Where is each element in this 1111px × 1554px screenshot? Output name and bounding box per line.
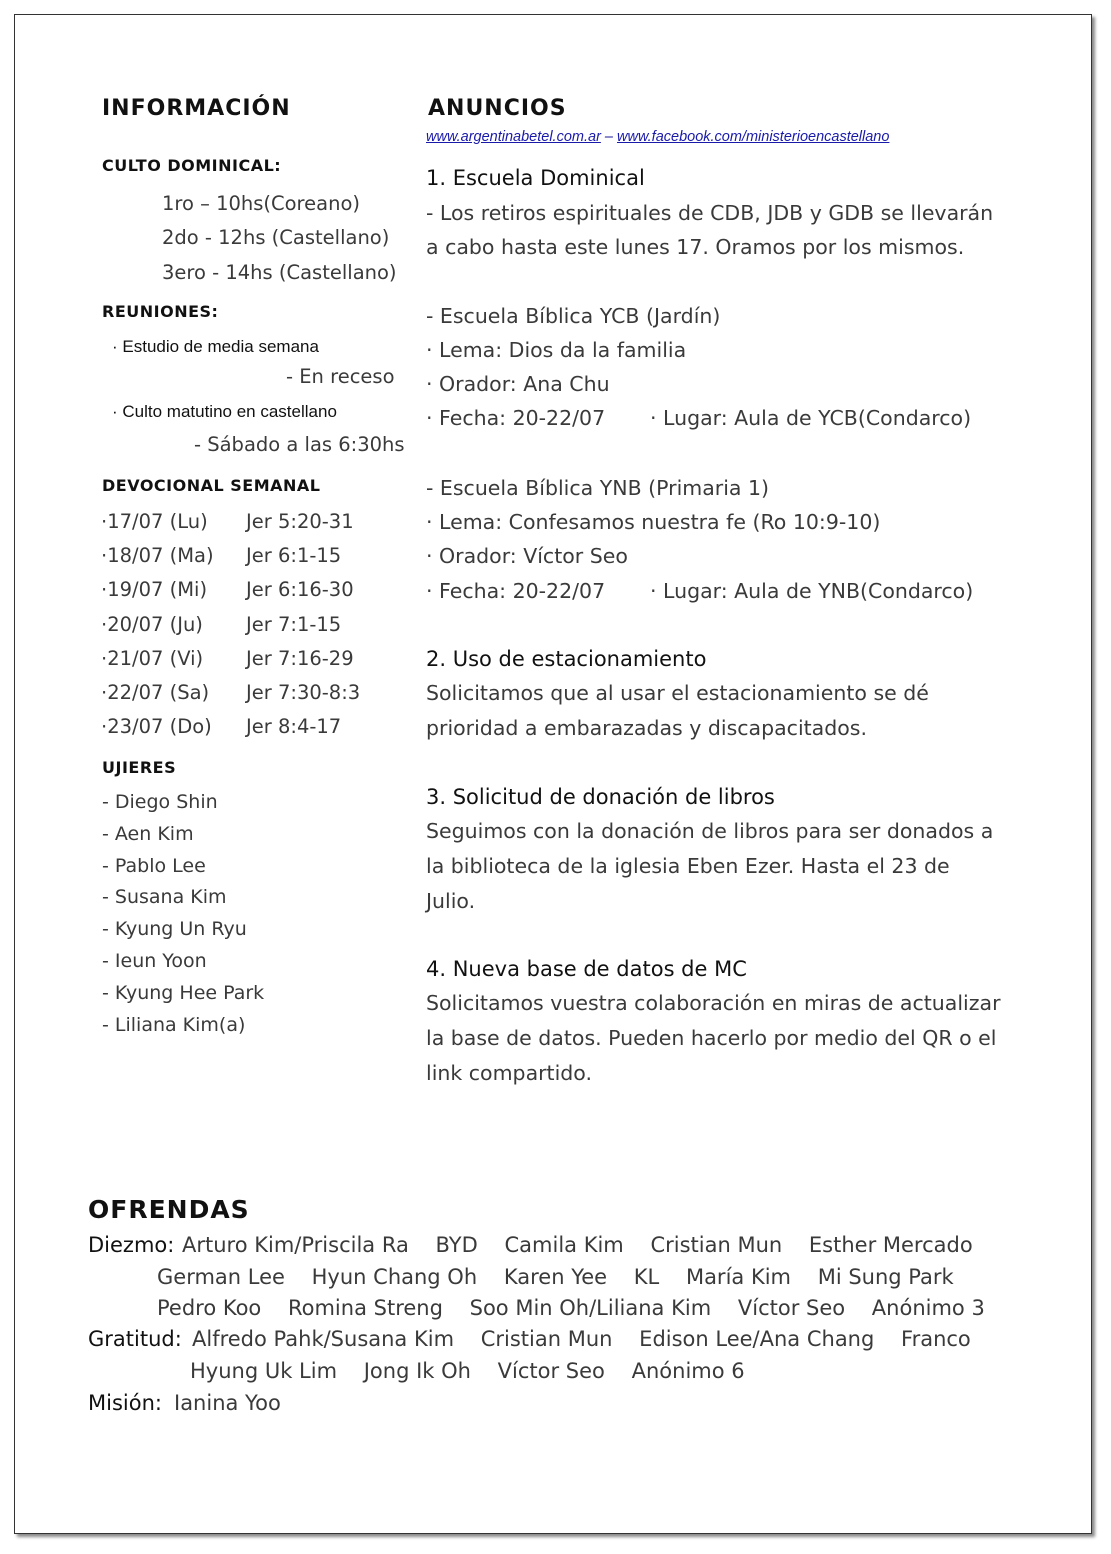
usher-name: - Kyung Hee Park [102, 981, 265, 1004]
offering-names: Ianina Yoo [174, 1391, 281, 1415]
announcement-text: a cabo hasta este lunes 17. Oramos por los mismos. [426, 235, 965, 259]
announcement-heading: 2. Uso de estacionamiento [426, 647, 707, 671]
devocional-reference: Jer 8:4-17 [246, 715, 342, 739]
announcement-location: · Lugar: Aula de YNB(Condarco) [650, 579, 974, 603]
usher-name: - Pablo Lee [102, 854, 206, 877]
website-link[interactable]: www.argentinabetel.com.ar [426, 129, 601, 145]
usher-name: - Diego Shin [102, 791, 218, 813]
announcement-text: la biblioteca de la iglesia Eben Ezer. Hasta el 23 de [426, 854, 950, 878]
reuniones-heading: REUNIONES: [102, 302, 219, 321]
facebook-link[interactable]: www.facebook.com/ministerioencastellano [617, 129, 890, 145]
announcement-heading: 1. Escuela Dominical [426, 166, 645, 190]
reunion-name: · Estudio de media semana [112, 337, 319, 356]
announcement-location: · Lugar: Aula de YCB(Condarco) [650, 406, 972, 430]
devocional-reference: Jer 7:1-15 [246, 612, 342, 636]
announcement-text: Solicitamos que al usar el estacionamiento se dé [426, 681, 929, 705]
reunion-name: · Culto matutino en castellano [112, 402, 337, 421]
announcement-text: link compartido. [426, 1061, 593, 1085]
devocional-reference: Jer 7:16-29 [246, 646, 354, 670]
devocional-date: ·20/07 (Ju) [101, 612, 203, 636]
usher-name: - Liliana Kim(a) [102, 1013, 246, 1036]
announcement-text: · Orador: Ana Chu [426, 372, 610, 396]
offering-names: Arturo Kim/Priscila Ra BYD Camila Kim Cristian Mun Esther Mercado [182, 1233, 973, 1257]
devocional-reference: Jer 5:20-31 [246, 510, 354, 533]
announcement-text: Solicitamos vuestra colaboración en miras de actualizar [426, 991, 1001, 1015]
devocional-date: ·22/07 (Sa) [101, 681, 210, 704]
culto-line: 2do - 12hs (Castellano) [162, 226, 390, 249]
usher-name: - Aen Kim [102, 822, 194, 845]
usher-name: - Susana Kim [102, 886, 227, 909]
offering-names: Alfredo Pahk/Susana Kim Cristian Mun Edison Lee/Ana Chang Franco [192, 1327, 971, 1351]
devocional-date: ·23/07 (Do) [101, 715, 212, 739]
announcement-text: · Lema: Confesamos nuestra fe (Ro 10:9-10) [426, 510, 881, 534]
link-separator: – [600, 129, 618, 145]
ujieres-heading: UJIERES [102, 758, 177, 777]
announcement-heading: 4. Nueva base de datos de MC [426, 957, 747, 981]
announcement-text: - Escuela Bíblica YNB (Primaria 1) [426, 476, 770, 500]
usher-name: - Ieun Yoon [102, 950, 207, 972]
devocional-heading: DEVOCIONAL SEMANAL [102, 476, 321, 495]
devocional-date: ·17/07 (Lu) [101, 510, 208, 533]
offering-names: Hyung Uk Lim Jong Ik Oh Víctor Seo Anónimo 6 [190, 1358, 745, 1383]
announcement-text: la base de datos. Pueden hacerlo por medio del QR o el [426, 1026, 997, 1050]
devocional-reference: Jer 6:16-30 [246, 578, 354, 602]
announcement-text: - Los retiros espirituales de CDB, JDB y GDB se llevarán [426, 201, 994, 225]
offering-names: German Lee Hyun Chang Oh Karen Yee KL María Kim Mi Sung Park [157, 1264, 954, 1289]
info-title: INFORMACIÓN [102, 96, 291, 121]
devocional-date: ·21/07 (Vi) [101, 646, 204, 670]
links-line [426, 129, 889, 145]
usher-name: - Kyung Un Ryu [102, 918, 247, 941]
announcement-text: prioridad a embarazadas y discapacitados. [426, 716, 867, 740]
announcement-text: Seguimos con la donación de libros para ser donados a [426, 819, 994, 843]
announcement-text: · Lema: Dios da la familia [426, 338, 687, 362]
ofrendas-title: OFRENDAS [88, 1195, 250, 1224]
devocional-date: ·18/07 (Ma) [101, 544, 214, 568]
reunion-detail: - Sábado a las 6:30hs [194, 433, 405, 456]
devocional-reference: Jer 7:30-8:3 [246, 681, 361, 704]
announcement-text: - Escuela Bíblica YCB (Jardín) [426, 304, 721, 328]
announcement-text: Julio. [426, 889, 476, 913]
offering-label: Gratitud: [88, 1327, 182, 1351]
devocional-reference: Jer 6:1-15 [246, 544, 342, 568]
offering-label: Misión: [88, 1391, 162, 1415]
culto-line: 1ro – 10hs(Coreano) [162, 192, 360, 215]
announcement-text: · Fecha: 20-22/07 [426, 579, 606, 603]
offering-names: Pedro Koo Romina Streng Soo Min Oh/Liliana Kim Víctor Seo Anónimo 3 [157, 1296, 985, 1320]
announcement-text: · Orador: Víctor Seo [426, 544, 628, 568]
devocional-date: ·19/07 (Mi) [101, 578, 208, 602]
reunion-detail: - En receso [286, 365, 395, 388]
announcement-text: · Fecha: 20-22/07 [426, 406, 606, 430]
offering-label: Diezmo: [88, 1233, 175, 1257]
announcement-heading: 3. Solicitud de donación de libros [426, 785, 775, 809]
culto-line: 3ero - 14hs (Castellano) [162, 261, 397, 284]
culto-heading: CULTO DOMINICAL: [102, 156, 282, 175]
anuncios-title: ANUNCIOS [428, 96, 567, 121]
